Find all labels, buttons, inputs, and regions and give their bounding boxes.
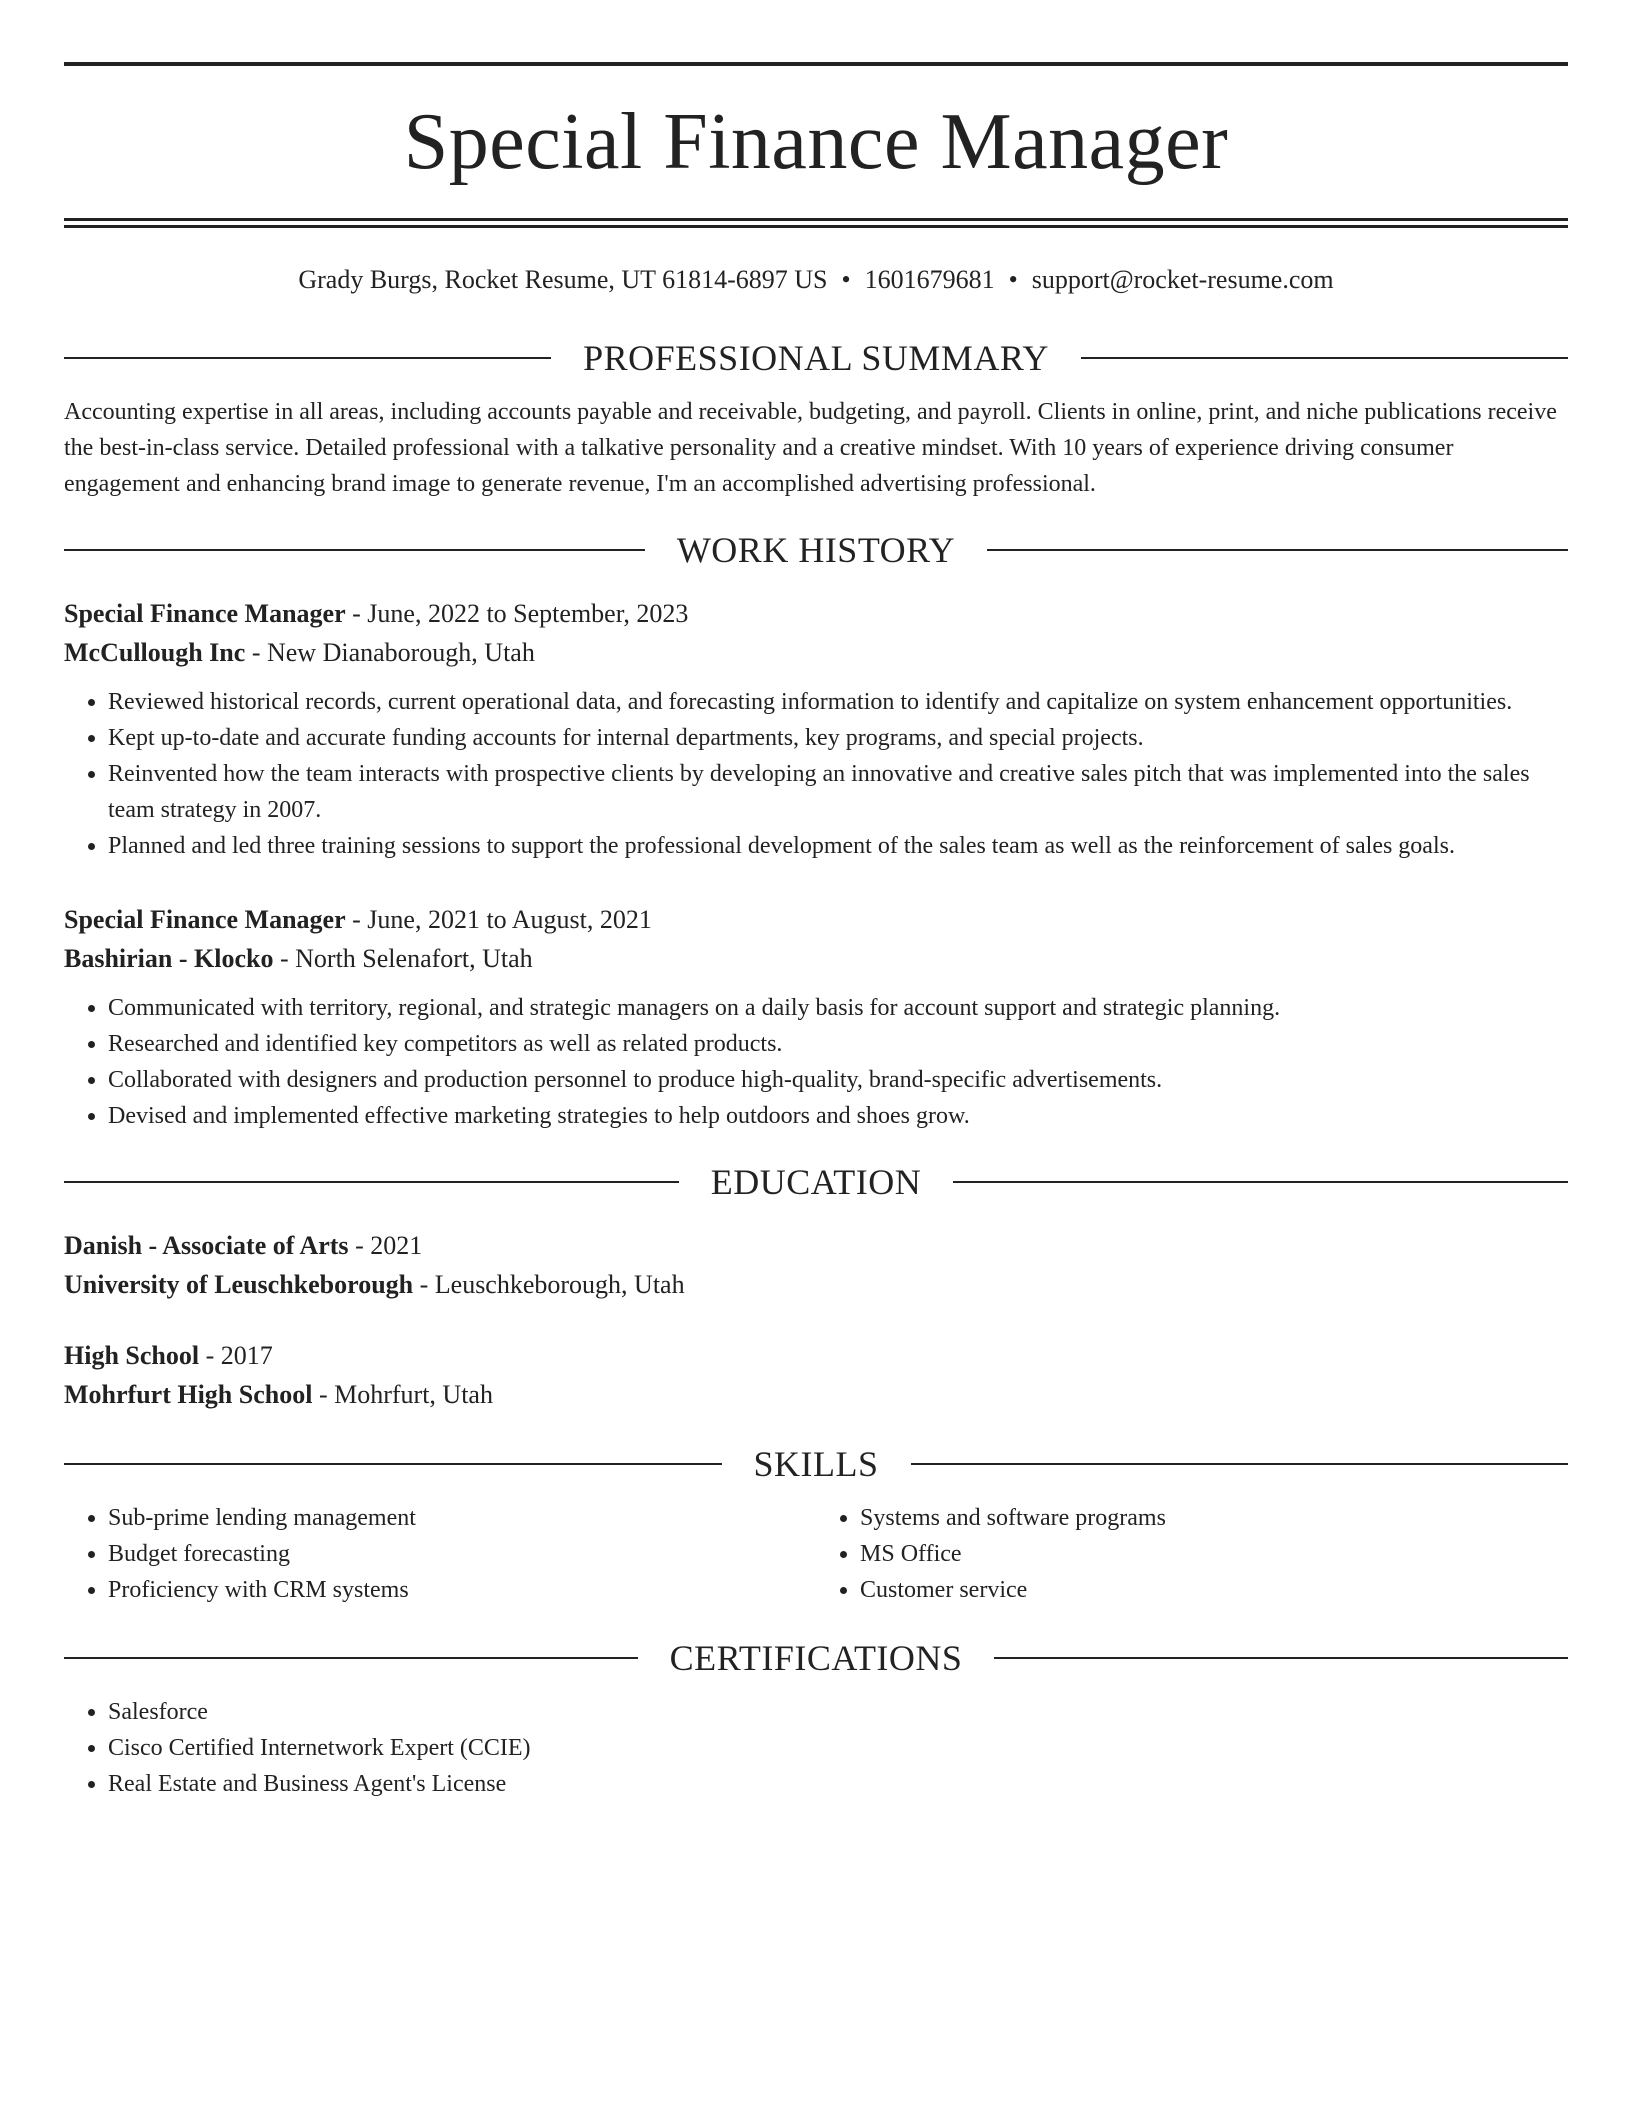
education-degree: Danish - Associate of Arts bbox=[64, 1231, 349, 1260]
education-year: - 2017 bbox=[199, 1341, 273, 1370]
job-company: Bashirian - Klocko bbox=[64, 944, 274, 973]
heading-rule-right bbox=[1081, 357, 1568, 359]
title-double-rule bbox=[64, 218, 1568, 228]
job-company-line bbox=[64, 939, 1568, 978]
job-role-line bbox=[64, 594, 1568, 633]
education-school-line bbox=[64, 1375, 1568, 1414]
list-item: • Devised and implemented effective marketing strategies to help outdoors and shoes grow. bbox=[108, 1098, 1568, 1134]
section-title: EDUCATION bbox=[710, 1162, 922, 1202]
list-item: • Collaborated with designers and production personnel to produce high-quality, brand-specific advertisements. bbox=[108, 1062, 1568, 1098]
heading-rule-right bbox=[911, 1463, 1569, 1465]
heading-rule-right bbox=[987, 549, 1568, 551]
job-role: Special Finance Manager bbox=[64, 905, 346, 934]
list-item: • Real Estate and Business Agent's License bbox=[108, 1766, 1568, 1802]
job-company: McCullough Inc bbox=[64, 638, 246, 667]
section-title: WORK HISTORY bbox=[676, 530, 956, 570]
section-heading-skills bbox=[64, 1442, 1568, 1486]
job-dates: - June, 2022 to September, 2023 bbox=[345, 599, 689, 628]
section-heading-work bbox=[64, 528, 1568, 572]
job-role-line bbox=[64, 900, 1568, 939]
list-item: • Salesforce bbox=[108, 1694, 1568, 1730]
heading-rule-left bbox=[64, 357, 551, 359]
job-bullets bbox=[64, 684, 1568, 864]
education-school: University of Leuschkeborough bbox=[64, 1270, 414, 1299]
skills-list-right bbox=[816, 1500, 1568, 1608]
job-dates: - June, 2021 to August, 2021 bbox=[345, 905, 652, 934]
education-year: - 2021 bbox=[348, 1231, 423, 1260]
section-title: CERTIFICATIONS bbox=[669, 1638, 963, 1678]
section-heading-education bbox=[64, 1160, 1568, 1204]
top-rule bbox=[64, 62, 1568, 66]
section-heading-summary bbox=[64, 336, 1568, 380]
education-location: - Mohrfurt, Utah bbox=[312, 1380, 493, 1409]
certifications-list bbox=[64, 1694, 1568, 1802]
job-company-line bbox=[64, 633, 1568, 672]
heading-rule-left bbox=[64, 549, 645, 551]
list-item: • Budget forecasting bbox=[108, 1536, 816, 1572]
education-entry bbox=[64, 1336, 1568, 1414]
contact-phone: 1601679681 bbox=[864, 265, 995, 294]
education-entry bbox=[64, 1226, 1568, 1304]
education-degree-line bbox=[64, 1336, 1568, 1375]
education-location: - Leuschkeborough, Utah bbox=[413, 1270, 685, 1299]
list-item: • Kept up-to-date and accurate funding accounts for internal departments, key programs, and special projects. bbox=[108, 720, 1568, 756]
section-title: PROFESSIONAL SUMMARY bbox=[583, 338, 1049, 378]
list-item: • Planned and led three training sessions to support the professional development of the sales team as well as the reinforcement of sales goals. bbox=[108, 828, 1568, 864]
education-school-line bbox=[64, 1265, 1568, 1304]
list-item: • Cisco Certified Internetwork Expert (CCIE) bbox=[108, 1730, 1568, 1766]
heading-rule-left bbox=[64, 1657, 638, 1659]
job-bullets bbox=[64, 990, 1568, 1134]
job-role: Special Finance Manager bbox=[64, 599, 346, 628]
contact-address: Grady Burgs, Rocket Resume, UT 61814-6897 US bbox=[298, 265, 828, 294]
job-location: - New Dianaborough, Utah bbox=[245, 638, 535, 667]
list-item: • Researched and identified key competitors as well as related products. bbox=[108, 1026, 1568, 1062]
contact-line bbox=[64, 262, 1568, 298]
list-item: • Customer service bbox=[860, 1572, 1568, 1608]
section-title: SKILLS bbox=[753, 1444, 879, 1484]
job-entry bbox=[64, 594, 1568, 864]
section-heading-certifications bbox=[64, 1636, 1568, 1680]
skills-list-left bbox=[64, 1500, 816, 1608]
contact-separator: • bbox=[1008, 265, 1018, 294]
contact-email: support@rocket-resume.com bbox=[1031, 265, 1334, 294]
education-degree-line bbox=[64, 1226, 1568, 1265]
education-degree: High School bbox=[64, 1341, 200, 1370]
list-item: • MS Office bbox=[860, 1536, 1568, 1572]
list-item: • Systems and software programs bbox=[860, 1500, 1568, 1536]
heading-rule-right bbox=[994, 1657, 1568, 1659]
list-item: • Proficiency with CRM systems bbox=[108, 1572, 816, 1608]
summary-paragraph: Accounting expertise in all areas, including accounts payable and receivable, budgeting, and payroll. Clients in online, print, and niche publications receive the best-in-class service. Detailed professional with a talkative personality and a creative mindset. With 10 years of experience driving consumer engagement and enhancing brand image to generate revenue, I'm an accomplished advertising professional. bbox=[64, 399, 1557, 497]
heading-rule-right bbox=[953, 1181, 1568, 1183]
heading-rule-left bbox=[64, 1463, 722, 1465]
contact-separator: • bbox=[841, 265, 851, 294]
skills-columns bbox=[64, 1500, 1568, 1608]
list-item: • Reviewed historical records, current operational data, and forecasting information to identify and capitalize on system enhancement opportunities. bbox=[108, 684, 1568, 720]
list-item: • Reinvented how the team interacts with prospective clients by developing an innovative and creative sales pitch that was implemented into the sales team strategy in 2007. bbox=[108, 756, 1568, 828]
list-item: • Sub-prime lending management bbox=[108, 1500, 816, 1536]
job-entry bbox=[64, 900, 1568, 1134]
education-school: Mohrfurt High School bbox=[64, 1380, 313, 1409]
heading-rule-left bbox=[64, 1181, 679, 1183]
job-location: - North Selenafort, Utah bbox=[273, 944, 533, 973]
list-item: • Communicated with territory, regional, and strategic managers on a daily basis for account support and strategic planning. bbox=[108, 990, 1568, 1026]
resume-title: Special Finance Manager bbox=[403, 98, 1229, 186]
